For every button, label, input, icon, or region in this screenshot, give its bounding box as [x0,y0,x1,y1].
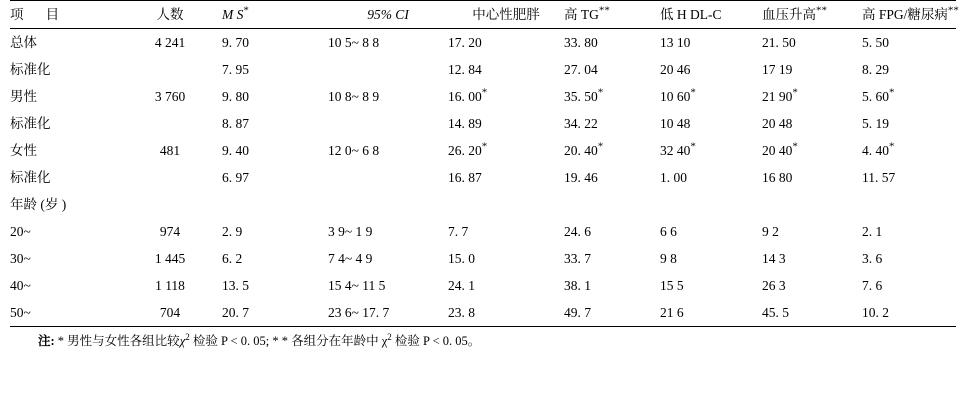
cell-value: 标准化 [10,116,51,131]
table-cell [118,56,222,83]
table-cell [564,218,660,245]
table-cell [328,137,448,164]
cell-value: 21. 50 [762,35,796,50]
table-cell [862,164,956,191]
cell-value: 33. 80 [564,35,598,50]
cell-value: 1 118 [155,278,185,293]
table-cell [328,164,448,191]
column-header-item-label: 项 目 [10,7,64,22]
table-cell [328,299,448,327]
cell-value: 9. 80 [222,89,249,104]
cell-value: 20 40 [762,143,793,158]
table-row [10,191,956,218]
cell-value: 3 760 [154,89,186,104]
cell-value: 10 48 [660,116,691,131]
cell-significance-marker: * [889,86,895,99]
cell-value: 10 8~ 8 9 [328,89,380,104]
column-header-n [118,1,222,29]
table-body [10,29,956,327]
table-cell [762,164,862,191]
table-row [10,29,956,57]
table-cell [862,110,956,137]
table-cell [448,164,564,191]
cell-value: 704 [159,305,181,320]
column-header-high-fpg-label: 高 FPG/糖尿病 [862,7,948,22]
table-cell [762,245,862,272]
cell-value: 26. 20 [448,143,482,158]
cell-value: 13. 5 [222,278,249,293]
table-cell [448,83,564,110]
cell-value: 9 8 [660,251,677,266]
cell-value: 9. 40 [222,143,249,158]
table-cell [222,245,328,272]
table-cell [762,56,862,83]
table-cell [564,29,660,57]
cell-value: 标准化 [10,170,51,185]
cell-significance-marker: * [481,140,488,153]
column-header-high-tg-sup: ** [598,4,610,17]
table-header-row [10,1,956,29]
cell-significance-marker: * [597,140,604,153]
footnote-chi2-sup: 2 [387,331,392,342]
table-cell [762,299,862,327]
cell-value: 2. 1 [862,224,883,239]
table-cell [660,83,762,110]
cell-value: 20 46 [660,62,691,77]
footnote-part1: * 男性与女性各组比较 [57,334,180,348]
cell-significance-marker: * [690,86,696,99]
table-cell [660,29,762,57]
cell-value: 16. 87 [448,170,482,185]
table-row [10,272,956,299]
column-header-high-fpg [862,1,959,29]
column-header-low-hdl-label: 低 H DL-C [660,7,722,22]
cell-value: 6 6 [660,224,677,239]
table-header [10,1,959,29]
table-cell [762,110,862,137]
table-cell [862,299,956,327]
cell-significance-marker: * [690,140,696,153]
table-cell [328,56,448,83]
table-cell [660,137,762,164]
table-cell [222,272,328,299]
table-cell [118,164,222,191]
cell-value: 6. 2 [222,251,243,266]
table-cell [564,272,660,299]
cell-value: 14. 89 [448,116,482,131]
cell-value: 10. 2 [862,305,889,320]
column-header-high-bp [762,1,862,29]
cell-value: 6. 97 [222,170,249,185]
cell-value: 40~ [10,278,31,293]
column-header-low-hdl [660,1,762,29]
table-cell [448,272,564,299]
cell-significance-marker: * [889,140,895,153]
cell-value: 3 9~ 1 9 [328,224,373,239]
table-cell [328,272,448,299]
cell-value: 13 10 [660,35,691,50]
table-cell [448,137,564,164]
cell-value: 17. 20 [448,35,482,50]
column-header-n-label: 人数 [156,7,184,22]
table-cell [118,110,222,137]
table-cell [862,29,956,57]
table-cell [10,29,118,57]
cell-value: 38. 1 [564,278,591,293]
table-cell [222,110,328,137]
table-row [10,137,956,164]
column-header-high-fpg-sup: ** [947,4,959,17]
table-cell [328,218,448,245]
cell-value: 5. 60 [862,89,889,104]
cell-value: 15 5 [660,278,684,293]
footnote-chi1: χ [179,334,186,348]
cell-significance-marker: * [481,86,488,99]
footnote-part3: * * 各组分在年龄中 χ [272,334,388,348]
table-footnote [10,331,939,351]
table-cell [564,299,660,327]
table-cell [328,110,448,137]
cell-value: 男性 [10,89,37,104]
table-cell [10,191,118,218]
table-cell [564,110,660,137]
cell-value: 15. 0 [448,251,475,266]
cell-value: 年龄 (岁 ) [10,197,67,212]
cell-value: 3. 6 [862,251,883,266]
table-cell [660,272,762,299]
table-cell [862,191,956,218]
column-header-ci [328,1,448,29]
table-row [10,56,956,83]
table-cell [448,29,564,57]
table-cell [328,83,448,110]
column-header-high-tg [564,1,660,29]
table-row [10,164,956,191]
column-header-high-tg-label: 高 TG [564,7,599,22]
table-cell [222,191,328,218]
cell-value: 16 80 [762,170,793,185]
table-cell [564,137,660,164]
cell-value: 8. 29 [862,62,889,77]
footnote-part2: 检验 P < 0. 05; [192,334,270,348]
table-cell [660,245,762,272]
table-cell [118,191,222,218]
table-cell [118,272,222,299]
cell-value: 4. 40 [862,143,889,158]
cell-value: 5. 50 [862,35,889,50]
table-cell [762,29,862,57]
table-cell [660,110,762,137]
table-cell [862,137,956,164]
cell-value: 20. 7 [222,305,249,320]
table-cell [862,245,956,272]
column-header-ms [222,1,328,29]
table-cell [762,218,862,245]
table-row [10,299,956,327]
cell-value: 15 4~ 11 5 [328,278,386,293]
table-cell [118,218,222,245]
table-cell [448,218,564,245]
table-cell [328,191,448,218]
cell-value: 9. 70 [222,35,249,50]
cell-value: 45. 5 [762,305,789,320]
column-header-ms-label: M S [222,7,244,22]
cell-value: 10 5~ 8 8 [328,35,380,50]
footnote-part4: 检验 P < 0. 05。 [394,334,481,348]
table-cell [118,245,222,272]
table-cell [118,299,222,327]
table-cell [862,272,956,299]
cell-value: 11. 57 [862,170,896,185]
cell-value: 1 445 [154,251,186,266]
table-cell [564,191,660,218]
table-cell [448,299,564,327]
table-cell [10,56,118,83]
table-cell [328,245,448,272]
cell-value: 20. 40 [564,143,598,158]
table-cell [448,56,564,83]
cell-value: 23. 8 [448,305,475,320]
cell-value: 35. 50 [564,89,598,104]
cell-significance-marker: * [792,140,798,153]
cell-value: 50~ [10,305,31,320]
table-cell [564,56,660,83]
cell-value: 33. 7 [564,251,591,266]
cell-value: 20 48 [762,116,793,131]
cell-value: 2. 9 [222,224,243,239]
cell-value: 32 40 [660,143,691,158]
column-header-item [10,1,118,29]
table-cell [564,245,660,272]
footnote-chi1-sup: 2 [185,331,190,342]
table-cell [862,56,956,83]
cell-value: 12. 84 [448,62,482,77]
table-cell [862,83,956,110]
table-cell [10,218,118,245]
cell-value: 女性 [10,143,37,158]
cell-value: 26 3 [762,278,786,293]
cell-value: 20~ [10,224,31,239]
column-header-central-obesity-label: 中心性肥胖 [472,7,540,22]
table-cell [448,110,564,137]
table-cell [118,137,222,164]
table-cell [660,164,762,191]
table-row [10,83,956,110]
cell-value: 27. 04 [564,62,598,77]
cell-value: 5. 19 [862,116,889,131]
cell-value: 19. 46 [564,170,598,185]
table-cell [222,218,328,245]
table-row [10,245,956,272]
table-cell [762,191,862,218]
table-cell [448,191,564,218]
cell-value: 974 [159,224,181,239]
table-cell [564,83,660,110]
table-cell [222,83,328,110]
table-cell [10,83,118,110]
cell-value: 10 60 [660,89,691,104]
table-cell [862,218,956,245]
table-cell [10,245,118,272]
cell-value: 30~ [10,251,31,266]
table-cell [564,164,660,191]
cell-value: 24. 6 [564,224,591,239]
table-row [10,218,956,245]
column-header-central-obesity [448,1,564,29]
column-header-ci-label: 95% CI [367,7,409,22]
table-row [10,110,956,137]
cell-value: 标准化 [10,62,51,77]
cell-value: 49. 7 [564,305,591,320]
cell-value: 总体 [10,35,37,50]
table-cell [118,83,222,110]
cell-value: 7. 6 [862,278,883,293]
cell-value: 14 3 [762,251,786,266]
table-cell [222,164,328,191]
table-cell [660,56,762,83]
table-cell [10,272,118,299]
table-cell [222,56,328,83]
column-header-high-bp-label: 血压升高 [762,7,816,22]
cell-value: 21 90 [762,89,793,104]
table-cell [222,299,328,327]
table-cell [118,29,222,57]
table-cell [448,245,564,272]
cell-value: 7 4~ 4 9 [328,251,373,266]
cell-value: 21 6 [660,305,684,320]
cell-value: 23 6~ 17. 7 [328,305,390,320]
cell-significance-marker: * [792,86,798,99]
table-cell [10,137,118,164]
cell-value: 16. 00 [448,89,482,104]
cell-value: 17 19 [762,62,793,77]
footnote-label: 注: [38,334,55,348]
cell-value: 1. 00 [660,170,687,185]
table-cell [328,29,448,57]
table-cell [10,299,118,327]
table-cell [762,137,862,164]
cell-value: 7. 7 [448,224,469,239]
table-cell [660,218,762,245]
table-cell [222,137,328,164]
table-cell [660,191,762,218]
table-cell [762,272,862,299]
table-cell [10,164,118,191]
cell-value: 12 0~ 6 8 [328,143,380,158]
cell-value: 4 241 [154,35,186,50]
cell-value: 24. 1 [448,278,475,293]
cell-value: 7. 95 [222,62,249,77]
cell-value: 8. 87 [222,116,249,131]
table-cell [660,299,762,327]
table-cell [762,83,862,110]
cell-value: 481 [159,143,181,158]
cell-value: 34. 22 [564,116,598,131]
statistics-table [10,0,959,327]
cell-value: 9 2 [762,224,779,239]
table-cell [10,110,118,137]
table-cell [222,29,328,57]
column-header-ms-sup: * [243,4,249,17]
cell-significance-marker: * [597,86,604,99]
column-header-high-bp-sup: ** [816,4,827,17]
